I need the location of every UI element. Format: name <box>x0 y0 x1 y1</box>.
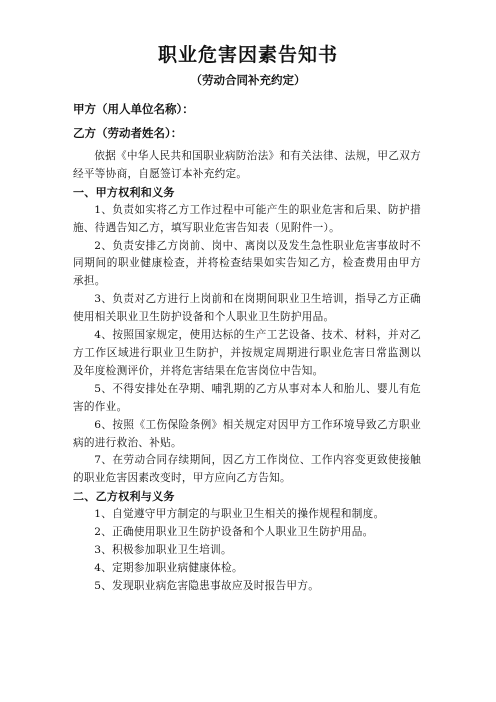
party-b-label: 乙方（劳动者姓名）： <box>73 126 183 140</box>
party-a-label: 甲方（用人单位名称）： <box>73 102 194 116</box>
section-heading-party-a: 一、甲方权利和义务 <box>73 185 175 199</box>
section2-item: 1、自觉遵守甲方制定的与职业卫生相关的操作规程和制度。 <box>94 508 385 521</box>
section2-item: 3、积极参加职业卫生培训。 <box>94 543 232 556</box>
section1-item: 7、在劳动合同存续期间，因乙方工作岗位、工作内容变更致使接触的职业危害因素改变时，甲方应向乙方告知。 <box>73 454 421 485</box>
document-body <box>73 148 421 596</box>
section1-item: 3、负责对乙方进行上岗前和在岗期间职业卫生培训，指导乙方正确使用相关职业卫生防护设备和个人职业卫生防护用品。 <box>73 293 421 324</box>
section2-item: 2、正确使用职业卫生防护设备和个人职业卫生防护用品。 <box>94 526 374 539</box>
intro-paragraph: 依据《中华人民共和国职业病防治法》和有关法律、法规，甲乙双方经平等协商，自愿签订本补充约定。 <box>73 150 421 180</box>
section1-item: 6、按照《工伤保险条例》相关规定对因甲方工作环境导致乙方职业病的进行救治、补贴。 <box>73 418 421 449</box>
document-title: 职业危害因素告知书 <box>157 44 338 66</box>
section1-item: 5、不得安排处在孕期、哺乳期的乙方从事对本人和胎儿、婴儿有危害的作业。 <box>73 382 421 413</box>
section1-item: 2、负责安排乙方岗前、岗中、离岗以及发生急性职业危害事故时不同期间的职业健康检查，并将检查结果如实告知乙方，检查费用由甲方承担。 <box>73 239 421 288</box>
section-heading-party-b: 二、乙方权利与义务 <box>73 490 175 504</box>
section1-item: 1、负责如实将乙方工作过程中可能产生的职业危害和后果、防护措施、待遇告知乙方，填写职业危害告知表（见附件一）。 <box>73 203 421 234</box>
section2-item: 4、定期参加职业病健康体检。 <box>94 561 243 574</box>
document-subtitle: （劳动合同补充约定） <box>190 73 306 87</box>
section1-item: 4、按照国家规定，使用达标的生产工艺设备、技术、材料，并对乙方工作区域进行职业卫生防护，并按规定周期进行职业危害日常监测以及年度检测评价，并将危害结果在危害岗位中告知。 <box>73 329 421 377</box>
section2-item: 5、发现职业病危害隐患事故应及时报告甲方。 <box>94 579 320 592</box>
